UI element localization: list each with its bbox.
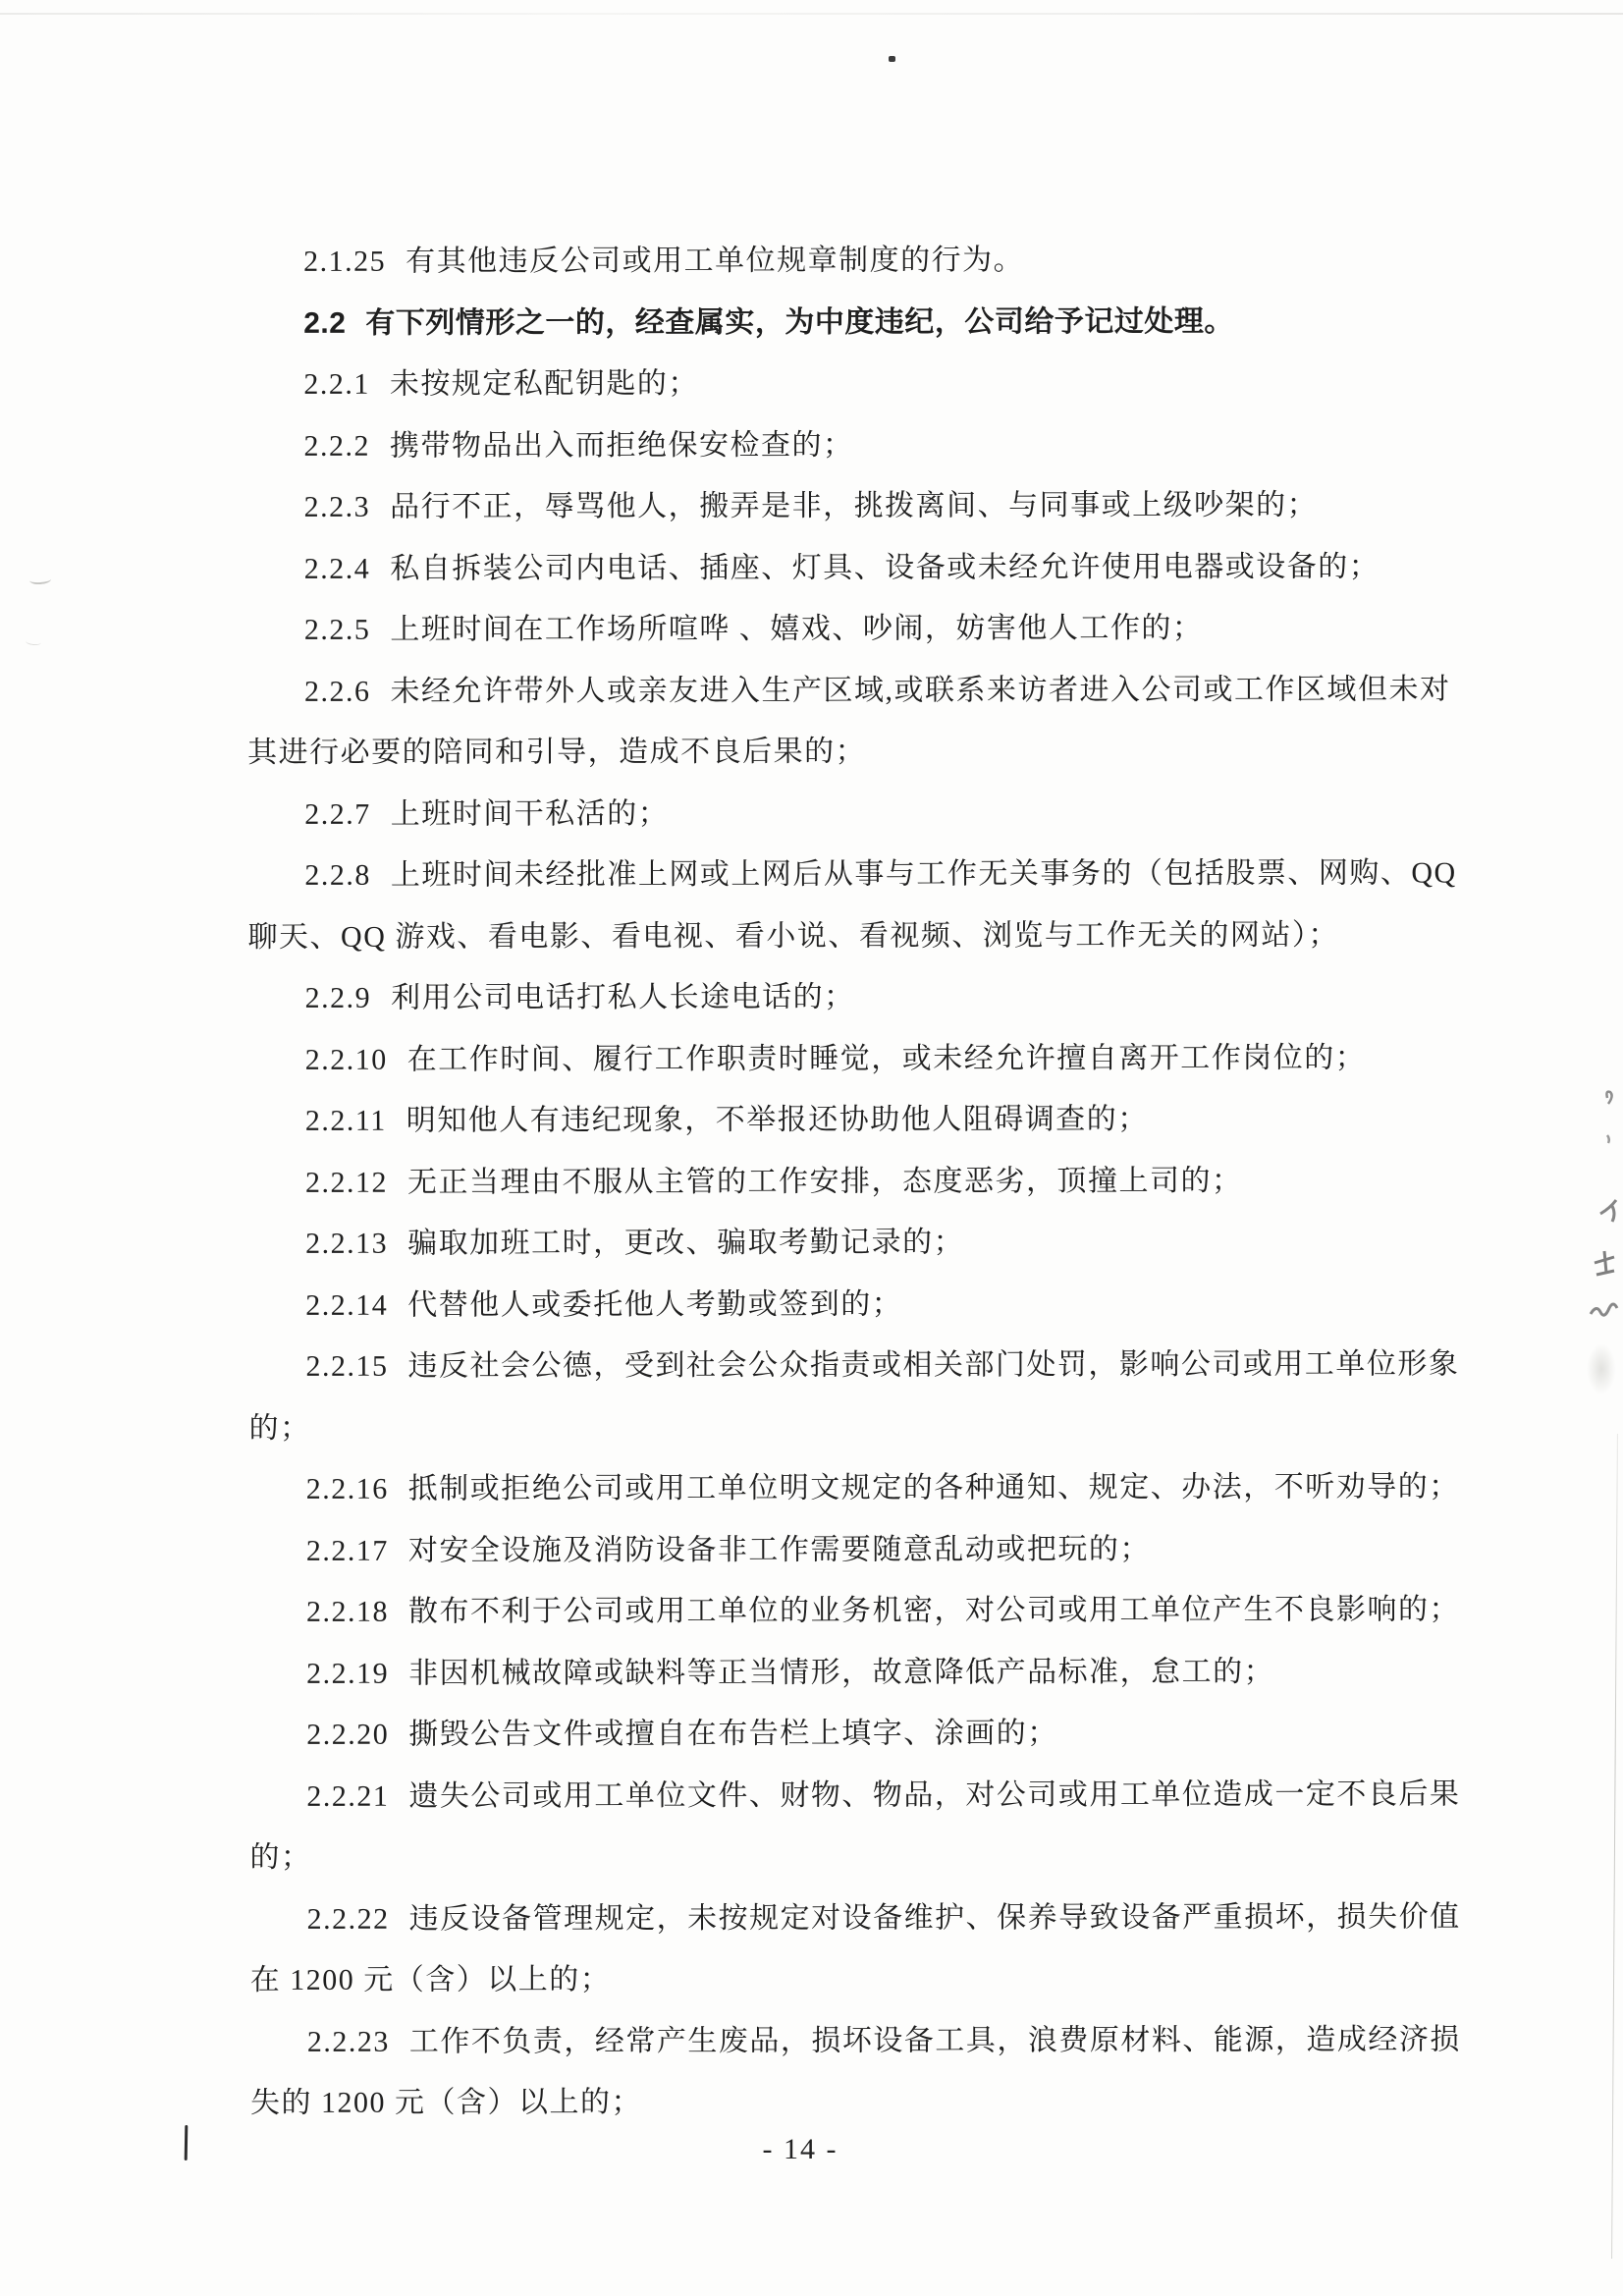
document-line — [246, 291, 1484, 355]
clause-number: 2.2.8 — [304, 858, 371, 892]
clause-text: 私自拆装公司内电话、插座、灯具、设备或未经允许使用电器或设备的； — [390, 550, 1380, 585]
document-line — [249, 1518, 1487, 1582]
clause-text: 违反设备管理规定，未按规定对设备维护、保养导致设备严重损坏，损失价值 — [408, 1899, 1461, 1936]
clause-number: 2.2.6 — [303, 675, 371, 708]
clause-number: 2.2.1 — [303, 367, 370, 401]
clause-number: 2.2.7 — [304, 797, 371, 831]
clause-number: 2.2.11 — [304, 1104, 387, 1137]
document-line — [249, 1641, 1487, 1705]
document-line — [247, 843, 1485, 906]
clause-text: 违反社会公德，受到社会公众指责或相关部门处罚，影响公司或用工单位形象 — [407, 1347, 1460, 1383]
clause-text: 携带物品出入而拒绝保安检查的； — [389, 428, 854, 463]
clause-text: 的； — [249, 1840, 312, 1874]
clause-number: 2.2 — [303, 306, 347, 340]
document-line — [246, 229, 1484, 293]
document-line — [249, 1702, 1487, 1766]
page-number: - 14 - — [762, 2133, 839, 2165]
document-line — [248, 1395, 1486, 1459]
document-line — [247, 720, 1485, 784]
clause-text: 骗取加班工时，更改、骗取考勤记录的； — [407, 1226, 965, 1260]
document-line — [247, 536, 1485, 600]
clause-number: 2.2.10 — [304, 1043, 388, 1076]
document-line — [248, 1211, 1486, 1275]
document-line — [247, 659, 1485, 723]
document-line — [249, 1456, 1487, 1520]
document-line — [250, 1886, 1488, 1950]
document-body — [246, 229, 1488, 2134]
clause-text: 无正当理由不服从主管的工作安排，态度恶劣，顶撞上司的； — [406, 1164, 1243, 1199]
clause-number: 2.2.19 — [306, 1657, 390, 1690]
handwriting-marks — [1571, 1090, 1623, 1345]
document-line — [247, 782, 1485, 846]
document-line — [246, 352, 1484, 415]
document-line — [249, 1764, 1487, 1828]
clause-text: 有其他违反公司或用工单位规章制度的行为。 — [406, 244, 1025, 278]
clause-text: 工作不负责，经常产生废品，损坏设备工具，浪费原材料、能源，造成经济损 — [408, 2022, 1461, 2058]
clause-number: 2.2.20 — [306, 1718, 390, 1751]
document-line — [249, 1579, 1487, 1643]
scan-artifact-smudge — [29, 574, 52, 585]
clause-text: 散布不利于公司或用工单位的业务机密，对公司或用工单位产生不良影响的； — [407, 1593, 1460, 1628]
clause-text: 其进行必要的陪同和引导，造成不良后果的； — [247, 735, 867, 769]
document-line — [247, 597, 1485, 661]
document-line — [250, 2009, 1488, 2073]
document-line — [248, 1088, 1486, 1152]
scan-artifact-smudge — [26, 637, 42, 646]
clause-number: 2.2.23 — [306, 2025, 390, 2058]
clause-text: 失的 1200 元（含）以上的； — [249, 2086, 643, 2119]
document-line — [249, 1825, 1487, 1888]
clause-number: 2.2.15 — [305, 1349, 389, 1383]
scan-artifact-speck — [889, 56, 895, 62]
clause-number: 2.2.12 — [304, 1166, 389, 1199]
clause-text: 非因机械故障或缺料等正当情形，故意降低产品标准，怠工的； — [408, 1655, 1275, 1690]
clause-number: 2.2.22 — [306, 1902, 390, 1936]
clause-number: 2.2.9 — [304, 981, 372, 1014]
document-line — [250, 1947, 1488, 2011]
clause-number: 2.2.14 — [305, 1288, 389, 1322]
document-line — [248, 1150, 1486, 1214]
document-line — [248, 1334, 1486, 1397]
clause-text: 代替他人或委托他人考勤或签到的； — [407, 1287, 903, 1322]
clause-text: 上班时间未经批准上网或上网后从事与工作无关事务的（包括股票、网购、QQ — [390, 856, 1457, 892]
document-line — [248, 1273, 1486, 1337]
clause-text: 抵制或拒绝公司或用工单位明文规定的各种通知、规定、办法，不听劝导的； — [407, 1470, 1460, 1505]
clause-number: 2.1.25 — [303, 245, 387, 278]
document-line — [250, 2070, 1488, 2134]
clause-number: 2.2.18 — [305, 1595, 389, 1628]
scan-artifact-smudge — [1587, 1343, 1616, 1394]
clause-text: 有下列情形之一的，经查属实，为中度违纪，公司给予记过处理。 — [365, 304, 1234, 340]
clause-number: 2.2.17 — [305, 1534, 389, 1567]
clause-text: 上班时间干私活的； — [390, 796, 670, 831]
clause-number: 2.2.4 — [303, 552, 371, 585]
clause-text: 遗失公司或用工单位文件、财物、物品，对公司或用工单位造成一定不良后果 — [408, 1777, 1461, 1813]
clause-text: 在工作时间、履行工作职责时睡觉，或未经允许擅自离开工作岗位的； — [406, 1041, 1367, 1076]
document-line — [247, 474, 1485, 538]
document-line — [246, 413, 1484, 477]
clause-text: 在 1200 元（含）以上的； — [249, 1963, 612, 1996]
clause-text: 对安全设施及消防设备非工作需要随意乱动或把玩的； — [407, 1532, 1151, 1567]
pen-mark — [185, 2125, 189, 2160]
clause-text: 明知他人有违纪现象，不举报还协助他人阻碍调查的； — [406, 1103, 1149, 1137]
clause-number: 2.2.5 — [303, 613, 371, 646]
scan-artifact-top-line — [0, 13, 1623, 15]
document-line — [248, 965, 1486, 1029]
clause-text: 未经允许带外人或亲友进入生产区域,或联系来访者进入公司或工作区域但未对 — [390, 672, 1451, 708]
clause-text: 未按规定私配钥匙的； — [389, 367, 699, 401]
document-line — [248, 1027, 1486, 1091]
clause-number: 2.2.2 — [303, 429, 370, 463]
clause-text: 的； — [248, 1411, 311, 1445]
clause-number: 2.2.16 — [305, 1472, 389, 1505]
scan-artifact-fold-line — [1611, 1434, 1618, 2259]
clause-text: 利用公司电话打私人长途电话的； — [391, 980, 855, 1014]
clause-number: 2.2.21 — [306, 1779, 390, 1813]
clause-number: 2.2.3 — [303, 490, 371, 523]
clause-number: 2.2.13 — [305, 1227, 389, 1260]
clause-text: 撕毁公告文件或擅自在布告栏上填字、涂画的； — [408, 1717, 1058, 1751]
clause-text: 聊天、QQ 游戏、看电影、看电视、看小说、看视频、浏览与工作无关的网站）； — [247, 918, 1339, 954]
clause-text: 品行不正，辱骂他人，搬弄是非，挑拨离间、与同事或上级吵架的； — [390, 488, 1319, 523]
clause-text: 上班时间在工作场所喧哗 、嬉戏、吵闹，妨害他人工作的； — [390, 611, 1204, 646]
document-line — [247, 904, 1485, 968]
